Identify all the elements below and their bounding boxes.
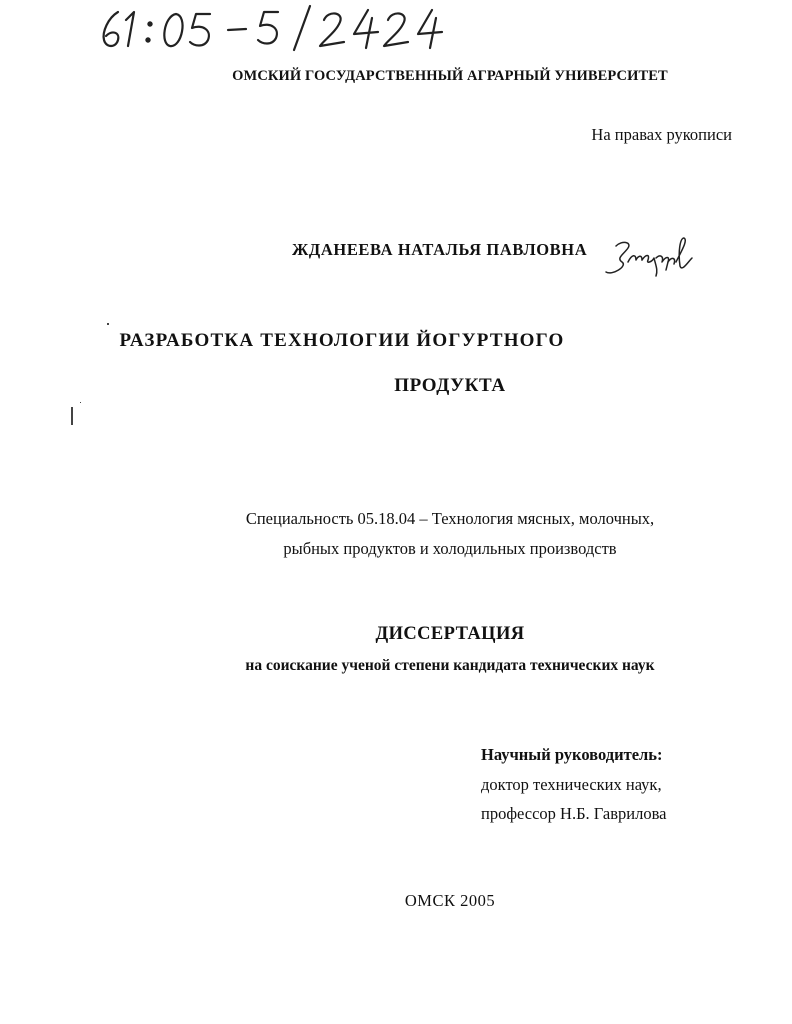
city-year: ОМСК 2005 xyxy=(404,891,496,910)
scan-artifact xyxy=(71,407,73,425)
university-name: ОМСКИЙ ГОСУДАРСТВЕННЫЙ АГРАРНЫЙ УНИВЕРСИТЕТ xyxy=(232,68,668,84)
scan-artifact xyxy=(80,402,81,403)
specialty-line-1: Специальность 05.18.04 – Технология мясных, молочных, xyxy=(245,509,655,528)
author-name: ЖДАНЕЕВА НАТАЛЬЯ ПАВЛОВНА xyxy=(292,240,588,259)
document-type-subtitle: на соискание ученой степени кандидата технических наук xyxy=(245,657,655,674)
supervisor-degree: доктор технических наук, xyxy=(481,775,662,794)
dissertation-title-line-1: РАЗРАБОТКА ТЕХНОЛОГИИ ЙОГУРТНОГО xyxy=(119,330,565,351)
supervisor-name: профессор Н.Б. Гаврилова xyxy=(481,804,667,823)
supervisor-heading: Научный руководитель: xyxy=(481,745,663,764)
author-line xyxy=(292,240,587,260)
scan-artifact xyxy=(107,323,109,325)
author-signature xyxy=(602,232,694,284)
dissertation-title-line-2: ПРОДУКТА xyxy=(394,375,506,396)
document-type-title: ДИССЕРТАЦИЯ xyxy=(375,624,525,644)
manuscript-note: На правах рукописи xyxy=(591,125,732,144)
handwritten-archive-number xyxy=(98,4,448,52)
specialty-line-2: рыбных продуктов и холодильных производств xyxy=(283,539,617,558)
